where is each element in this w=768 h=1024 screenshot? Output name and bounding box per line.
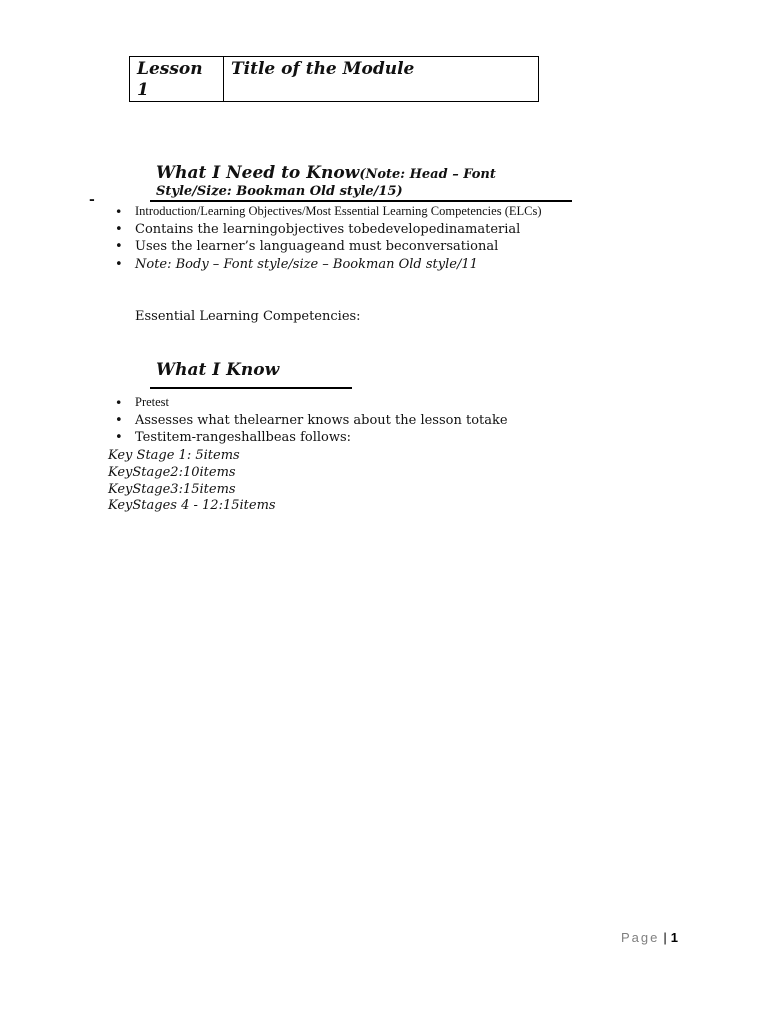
- page-label: Page: [621, 930, 660, 945]
- need-to-know-bullet-list: [109, 203, 542, 273]
- heading-text: What I Need to Know: [156, 163, 360, 183]
- heading-note-continued: Style/Size: Bookman Old style/15): [156, 184, 403, 199]
- list-item: • Introduction/Learning Objectives/Most Essential Learning Competencies (ELCs): [109, 203, 542, 221]
- list-item: • Testitem-rangeshallbeas follows:: [109, 429, 508, 447]
- key-stage-item: KeyStages 4 - 12:15items: [108, 498, 276, 514]
- what-i-know-bullet-list: [109, 394, 508, 447]
- key-stage-list: [108, 448, 276, 515]
- footer-separator: |: [663, 930, 667, 945]
- heading-underline: [150, 200, 572, 202]
- list-item: • Assesses what thelearner knows about the lesson totake: [109, 412, 508, 430]
- elc-label: Essential Learning Competencies:: [135, 309, 361, 324]
- module-title: Title of the Module: [231, 59, 415, 79]
- key-stage-item: KeyStage3:15items: [108, 481, 236, 497]
- key-stage-item: KeyStage2:10items: [108, 464, 236, 480]
- heading-note: (Note: Head – Font: [359, 167, 496, 182]
- page-number: 1: [670, 930, 678, 945]
- lesson-label: Lesson 1: [130, 57, 224, 101]
- page-footer: [621, 930, 678, 945]
- list-item: • Pretest: [109, 394, 508, 412]
- list-item: • Contains the learningobjectives tobedevelopedinamaterial: [109, 221, 542, 239]
- list-item: • Note: Body – Font style/size – Bookman Old style/11: [109, 256, 542, 274]
- section-what-i-need-to-know-heading: [156, 163, 496, 185]
- list-item: • Uses the learner’s languageand must beconversational: [109, 238, 542, 256]
- section-what-i-know-heading: What I Know: [156, 360, 280, 380]
- stray-dash-mark: -: [89, 192, 95, 208]
- key-stage-item: Key Stage 1: 5items: [108, 448, 240, 463]
- heading-underline: [150, 387, 352, 389]
- lesson-title-table: [129, 56, 539, 102]
